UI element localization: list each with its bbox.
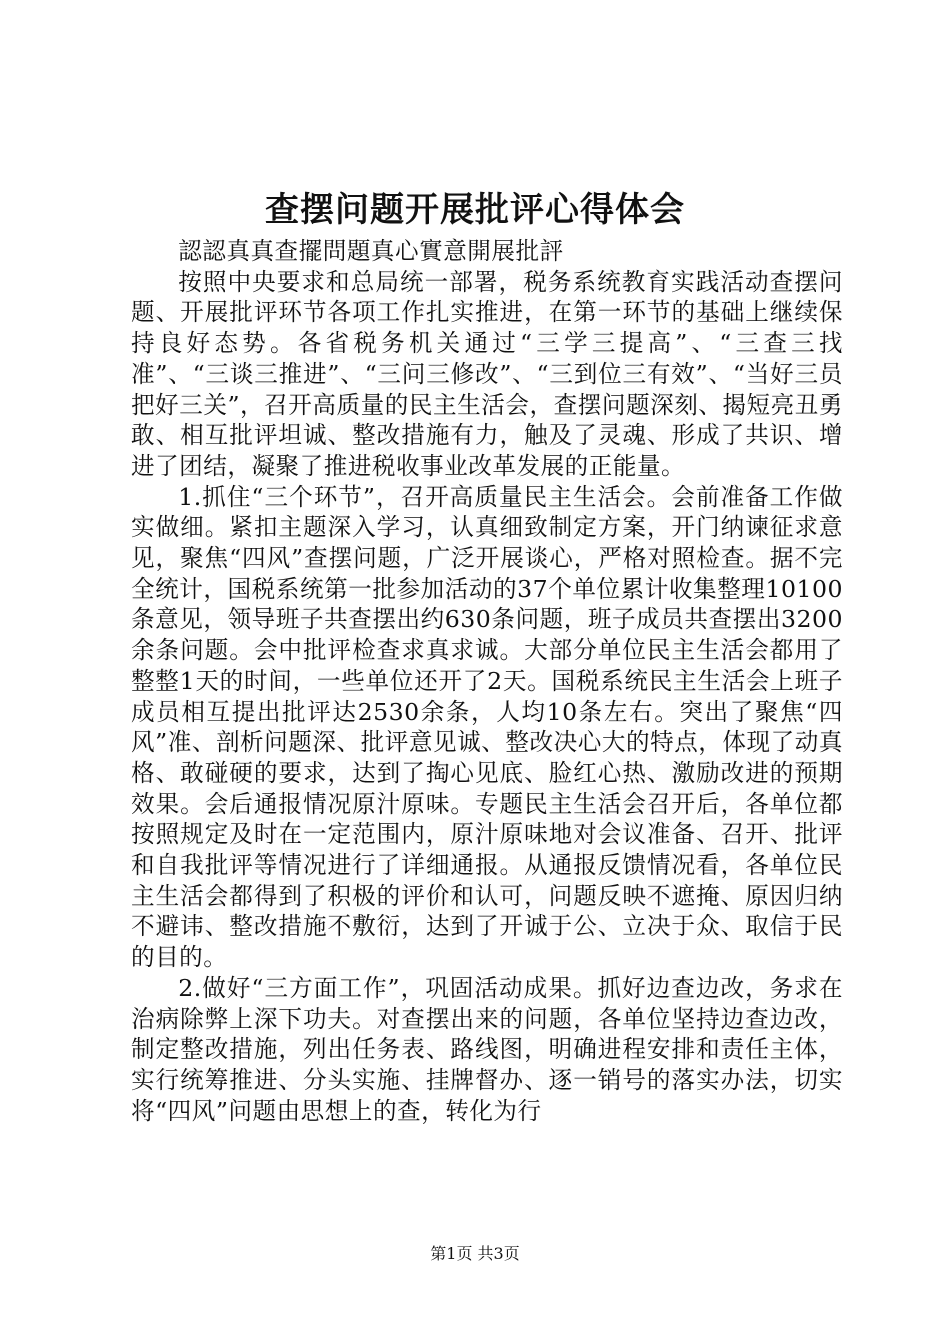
document-body [131,236,843,1126]
paragraph-section-1: 1.抓住“三个环节”，召开高质量民主生活会。会前准备工作做实做细。紧扣主题深入学习，认真细致制定方案，开门纳谏征求意见，聚焦“四风”查摆问题，广泛开展谈心，严格对照检查。据不完全统计，国税系统第一批参加活动的37个单位累计收集整理10100条意见，领导班子共查摆出约630条问题，班子成员共查摆出3200余条问题。会中批评检查求真求诚。大部分单位民主生活会都用了整整1天的时间，一些单位还开了2天。国税系统民主生活会上班子成员相互提出批评达2530余条，人均10条左右。突出了聚焦“四风”准、剖析问题深、批评意见诚、整改决心大的特点，体现了动真格、敢碰硬的要求，达到了掏心见底、脸红心热、激励改进的预期效果。会后通报情况原汁原味。专题民主生活会召开后，各单位都按照规定及时在一定范围内，原汁原味地对会议准备、召开、批评和自我批评等情况进行了详细通报。从通报反馈情况看，各单位民主生活会都得到了积极的评价和认可，问题反映不遮掩、原因归纳不避讳、整改措施不敷衍，达到了开诚于公、立决于众、取信于民的目的。 [131,482,843,972]
document-title: 查摆问题开展批评心得体会 [265,190,685,230]
document-subtitle: 認認真真查擺問題真心實意開展批評 [178,237,564,265]
page-number-footer: 第1页 共3页 [430,1244,520,1263]
paragraph-intro: 按照中央要求和总局统一部署，税务系统教育实践活动查摆问题、开展批评环节各项工作扎实推进，在第一环节的基础上继续保持良好态势。各省税务机关通过“三学三提高”、“三查三找准”、“三谈三推进”、“三问三修改”、“三到位三有效”、“当好三员把好三关”，召开高质量的民主生活会，查摆问题深刻、揭短亮丑勇敢、相互批评坦诚、整改措施有力，触及了灵魂、形成了共识、增进了团结，凝聚了推进税收事业改革发展的正能量。 [131,267,843,480]
paragraph-section-2: 2.做好“三方面工作”，巩固活动成果。抓好边查边改，务求在治病除弊上深下功夫。对查摆出来的问题，各单位坚持边查边改，制定整改措施，列出任务表、路线图，明确进程安排和责任主体，实行统筹推进、分头实施、挂牌督办、逐一销号的落实办法，切实将“四风”问题由思想上的查，转化为行 [131,973,843,1125]
